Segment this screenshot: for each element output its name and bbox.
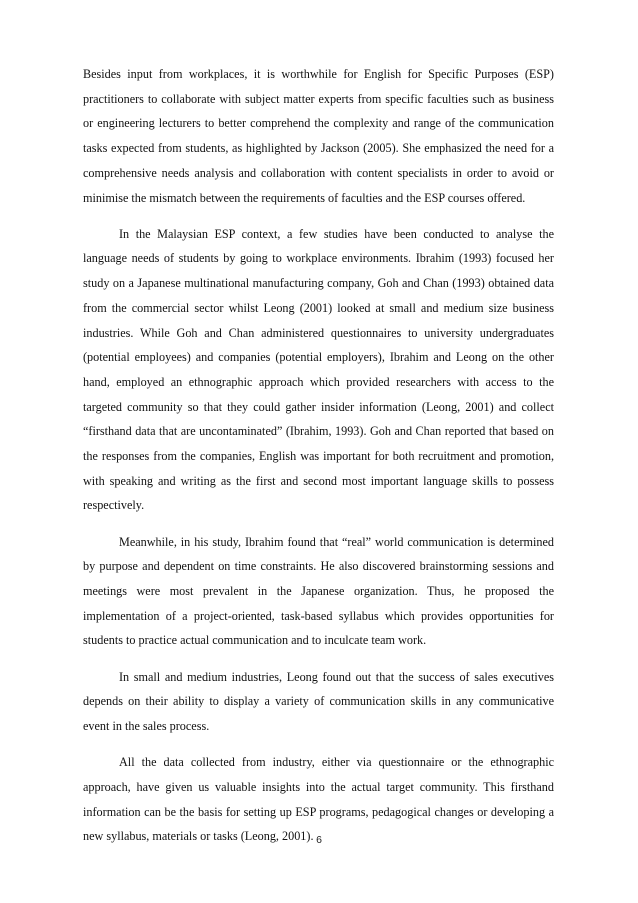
- paragraph-malaysian-context: In the Malaysian ESP context, a few studies have been conducted to analyse the language needs of students by going to workplace environments. Ibrahim (1993) focused her study on a Japanese multinational manufacturing company, Goh and Chan (1993) obtained data from the commercial sector whilst Leong (2001) looked at small and medium size business industries. While Goh and Chan administered questionnaires to university undergraduates (potential employees) and companies (potential employers), Ibrahim and Leong on the other hand, employed an ethnographic approach which provided researchers with access to the targeted community so that they could gather insider information (Leong, 2001) and collect “firsthand data that are uncontaminated” (Ibrahim, 1993). Goh and Chan reported that based on the responses from the companies, English was important for both recruitment and promotion, with speaking and writing as the first and second most important language skills to possess respectively.: [83, 226, 554, 513]
- paragraph-leong-findings: In small and medium industries, Leong found out that the success of sales executives depends on their ability to display a variety of communication skills in any communicative event in the sales process.: [83, 669, 554, 734]
- paragraph-ibrahim-findings: Meanwhile, in his study, Ibrahim found that “real” world communication is determined by purpose and dependent on time constraints. He also discovered brainstorming sessions and meetings were most prevalent in the Japanese organization. Thus, he proposed the implementation of a project-oriented, task-based syllabus which provides opportunities for students to practice actual communication and to inculcate team work.: [83, 534, 554, 648]
- paragraph-conclusion: All the data collected from industry, either via questionnaire or the ethnographic approach, have given us valuable insights into the actual target community. This firsthand information can be the basis for setting up ESP programs, pedagogical changes or developing a new syllabus, materials or tasks (Leong, 2001).: [83, 755, 554, 844]
- page-number: 6: [316, 834, 322, 846]
- body-text: [83, 62, 554, 861]
- paragraph-esp-collaboration: Besides input from workplaces, it is worthwhile for English for Specific Purposes (ESP) practitioners to collaborate with subject matter experts from specific faculties such as business or engineering lecturers to better comprehend the complexity and range of the communication tasks expected from students, as highlighted by Jackson (2005). She emphasized the need for a comprehensive needs analysis and collaboration with content specialists in order to avoid or minimise the mismatch between the requirements of faculties and the ESP courses offered.: [83, 67, 554, 205]
